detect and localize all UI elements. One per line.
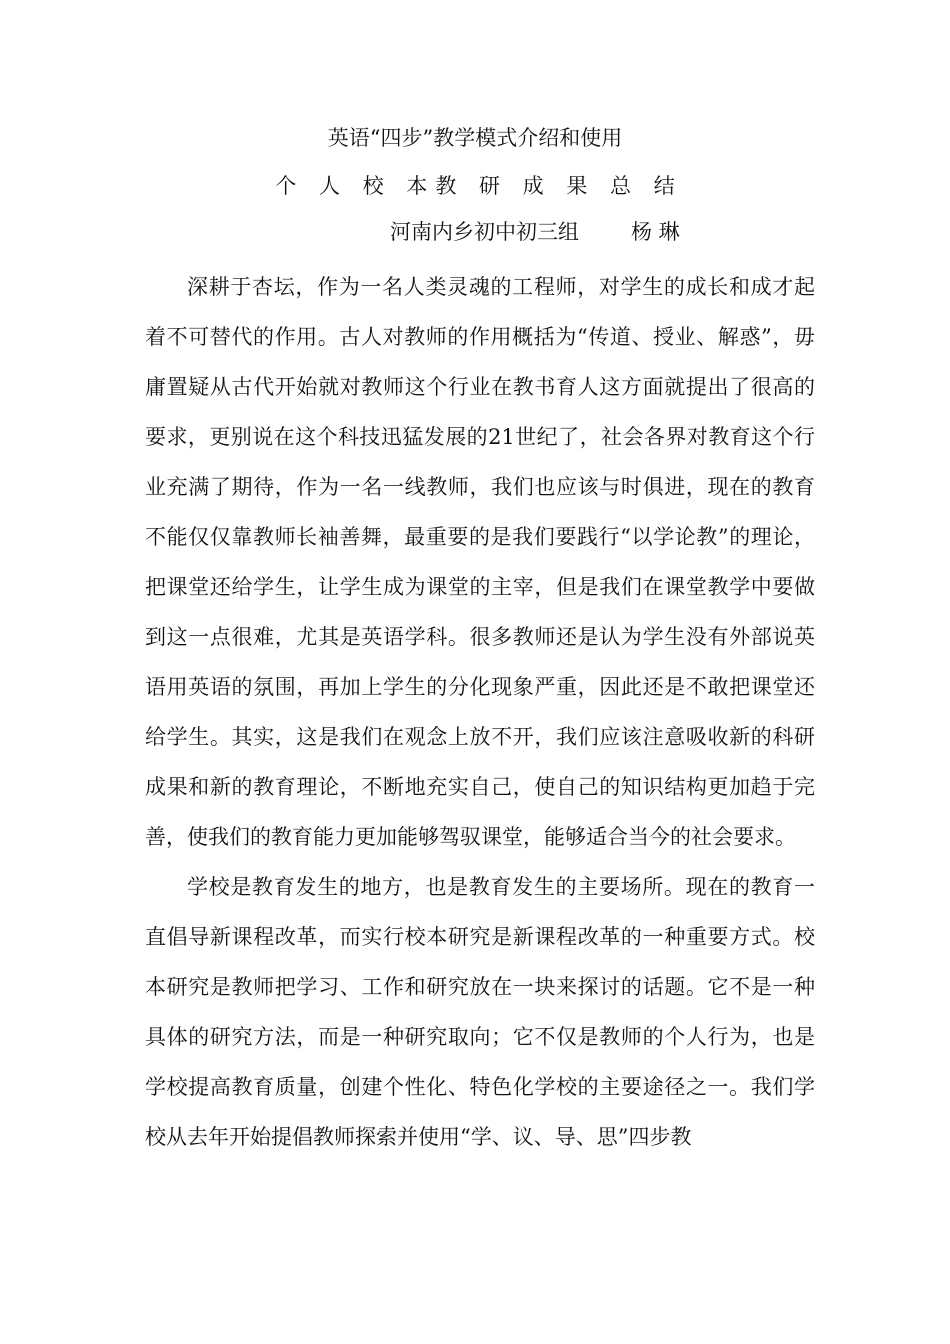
author-organization: 河南内乡初中初三组 [390,220,579,244]
paragraph-2: 学校是教育发生的地方，也是教育发生的主要场所。现在的教育一直倡导新课程改革，而实行校本研究是新课程改革的一种重要方式。校本研究是教师把学习、工作和研究放在一块来探讨的话题。它不是一种具体的研究方法，而是一种研究取向；它不仅是教师的个人行为，也是学校提高教育质量，创建个性化、特色化学校的主要途径之一。我们学校从去年开始提倡教师探索并使用“学、议、导、思”四步教 [145,875,815,1149]
author-line [390,218,680,246]
author-name: 杨 琳 [631,220,680,244]
paragraph-1: 深耕于杏坛，作为一名人类灵魂的工程师，对学生的成长和成才起着不可替代的作用。古人对教师的作用概括为“传道、授业、解惑”，毋庸置疑从古代开始就对教师这个行业在教书育人这方面就提出了很高的要求，更别说在这个科技迅猛发展的21世纪了，社会各界对教育这个行业充满了期待，作为一名一线教师，我们也应该与时俱进，现在的教育不能仅仅靠教师长袖善舞，最重要的是我们要践行“以学论教”的理论，把课堂还给学生，让学生成为课堂的主宰，但是我们在课堂教学中要做到这一点很难，尤其是英语学科。很多教师还是认为学生没有外部说英语用英语的氛围，再加上学生的分化现象严重，因此还是不敢把课堂还给学生。其实，这是我们在观念上放不开，我们应该注意吸收新的科研成果和新的教育理论，不断地充实自己，使自己的知识结构更加趋于完善，使我们的教育能力更加能够驾驭课堂，能够适合当今的社会要求。 [145,275,815,849]
document-subtitle: 个 人 校 本教 研 成 果 总 结 [275,174,683,198]
document-title: 英语“四步”教学模式介绍和使用 [327,126,623,150]
document-body [145,262,815,1162]
